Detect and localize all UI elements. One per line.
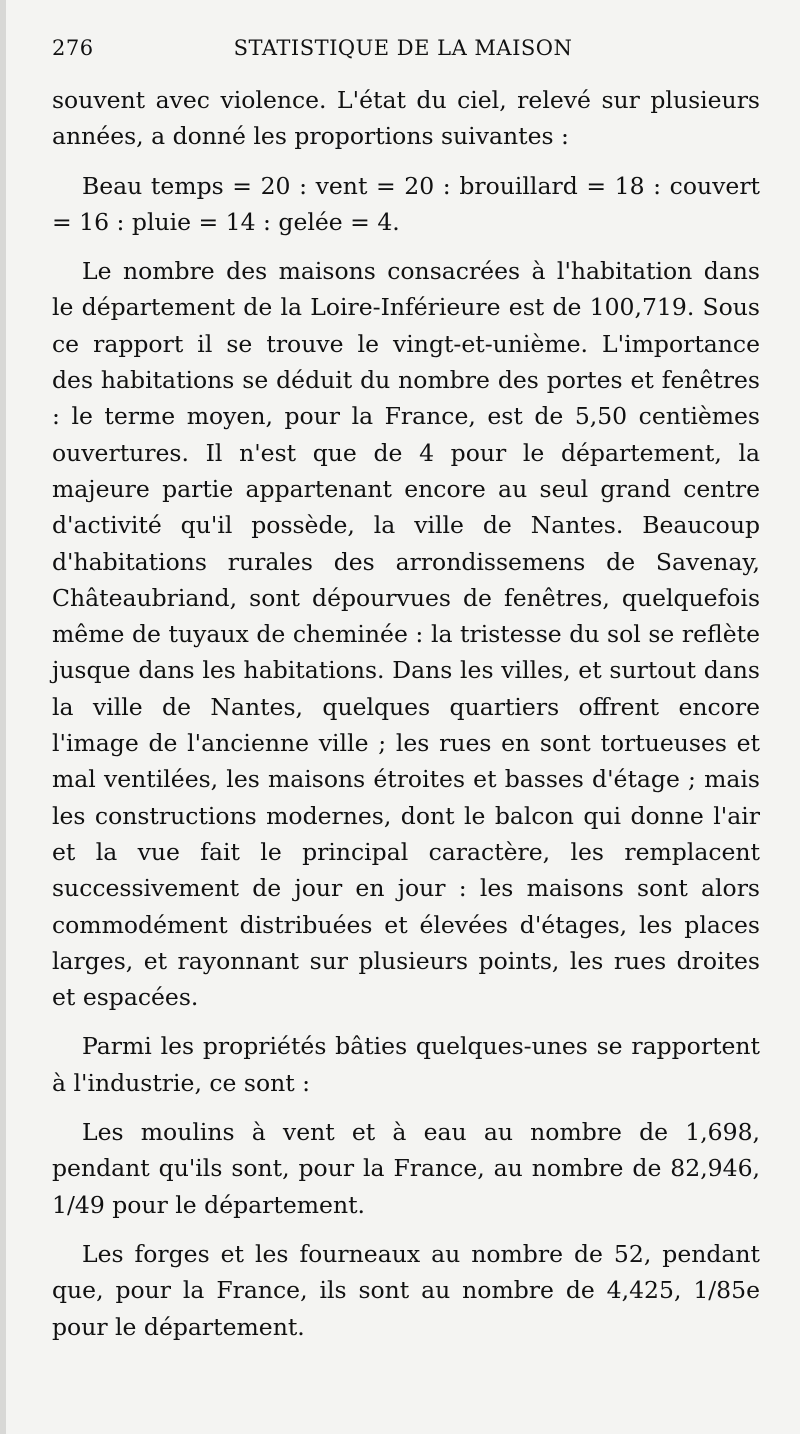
body-text xyxy=(52,82,760,1358)
running-title: STATISTIQUE DE LA MAISON xyxy=(233,36,573,60)
paragraph-industrial-properties: Parmi les propriétés bâties quelques-unes se rapportent à l'industrie, ce sont : xyxy=(52,1032,760,1097)
paragraph-forges: Les forges et les fourneaux au nombre de 52, pendant que, pour la France, ils sont au nombre de 4,425, 1/85e pour le département. xyxy=(52,1239,760,1341)
paragraph-houses: Le nombre des maisons consacrées à l'habitation dans le département de la Loire-Inférieure est de 100,719. Sous ce rapport il se trouve le vingt-et-unième. L'importance des habitations se déduit du nombre des portes et fenêtres : le terme moyen, pour la France, est de 5,50 centièmes ouvertures. Il n'est que de 4 pour le département, la majeure partie appartenant encore au seul grand centre d'activité qu'il possède, la ville de Nantes. Beaucoup d'habitations rurales des arrondissemens de Savenay, Châteaubriand, sont dépourvues de fenêtres, quelquefois même de tuyaux de cheminée : la tristesse du sol se reflète jusque dans les habitations. Dans les villes, et surtout dans la ville de Nantes, quelques quartiers offrent encore l'image de l'ancienne ville ; les rues en sont tortueuses et mal ventilées, les maisons étroites et basses d'étage ; mais les constructions modernes, dont le balcon qui donne l'air et la vue fait le principal caractère, les remplacent successivement de jour en jour : les maisons sont alors commodément distribuées et élevées d'étages, les places larges, et rayonnant sur plusieurs points, les rues droites et espacées. xyxy=(52,257,760,1012)
page-number: 276 xyxy=(52,36,94,60)
paragraph-continuation: souvent avec violence. L'état du ciel, relevé sur plusieurs années, a donné les proportions suivantes : xyxy=(52,86,760,151)
running-head xyxy=(52,36,754,70)
paragraph-mills: Les moulins à vent et à eau au nombre de 1,698, pendant qu'ils sont, pour la France, au nombre de 82,946, 1/49 pour le département. xyxy=(52,1118,760,1219)
paragraph-weather-proportions: Beau temps = 20 : vent = 20 : brouillard = 18 : couvert = 16 : pluie = 14 : gelée = 4. xyxy=(52,171,760,236)
